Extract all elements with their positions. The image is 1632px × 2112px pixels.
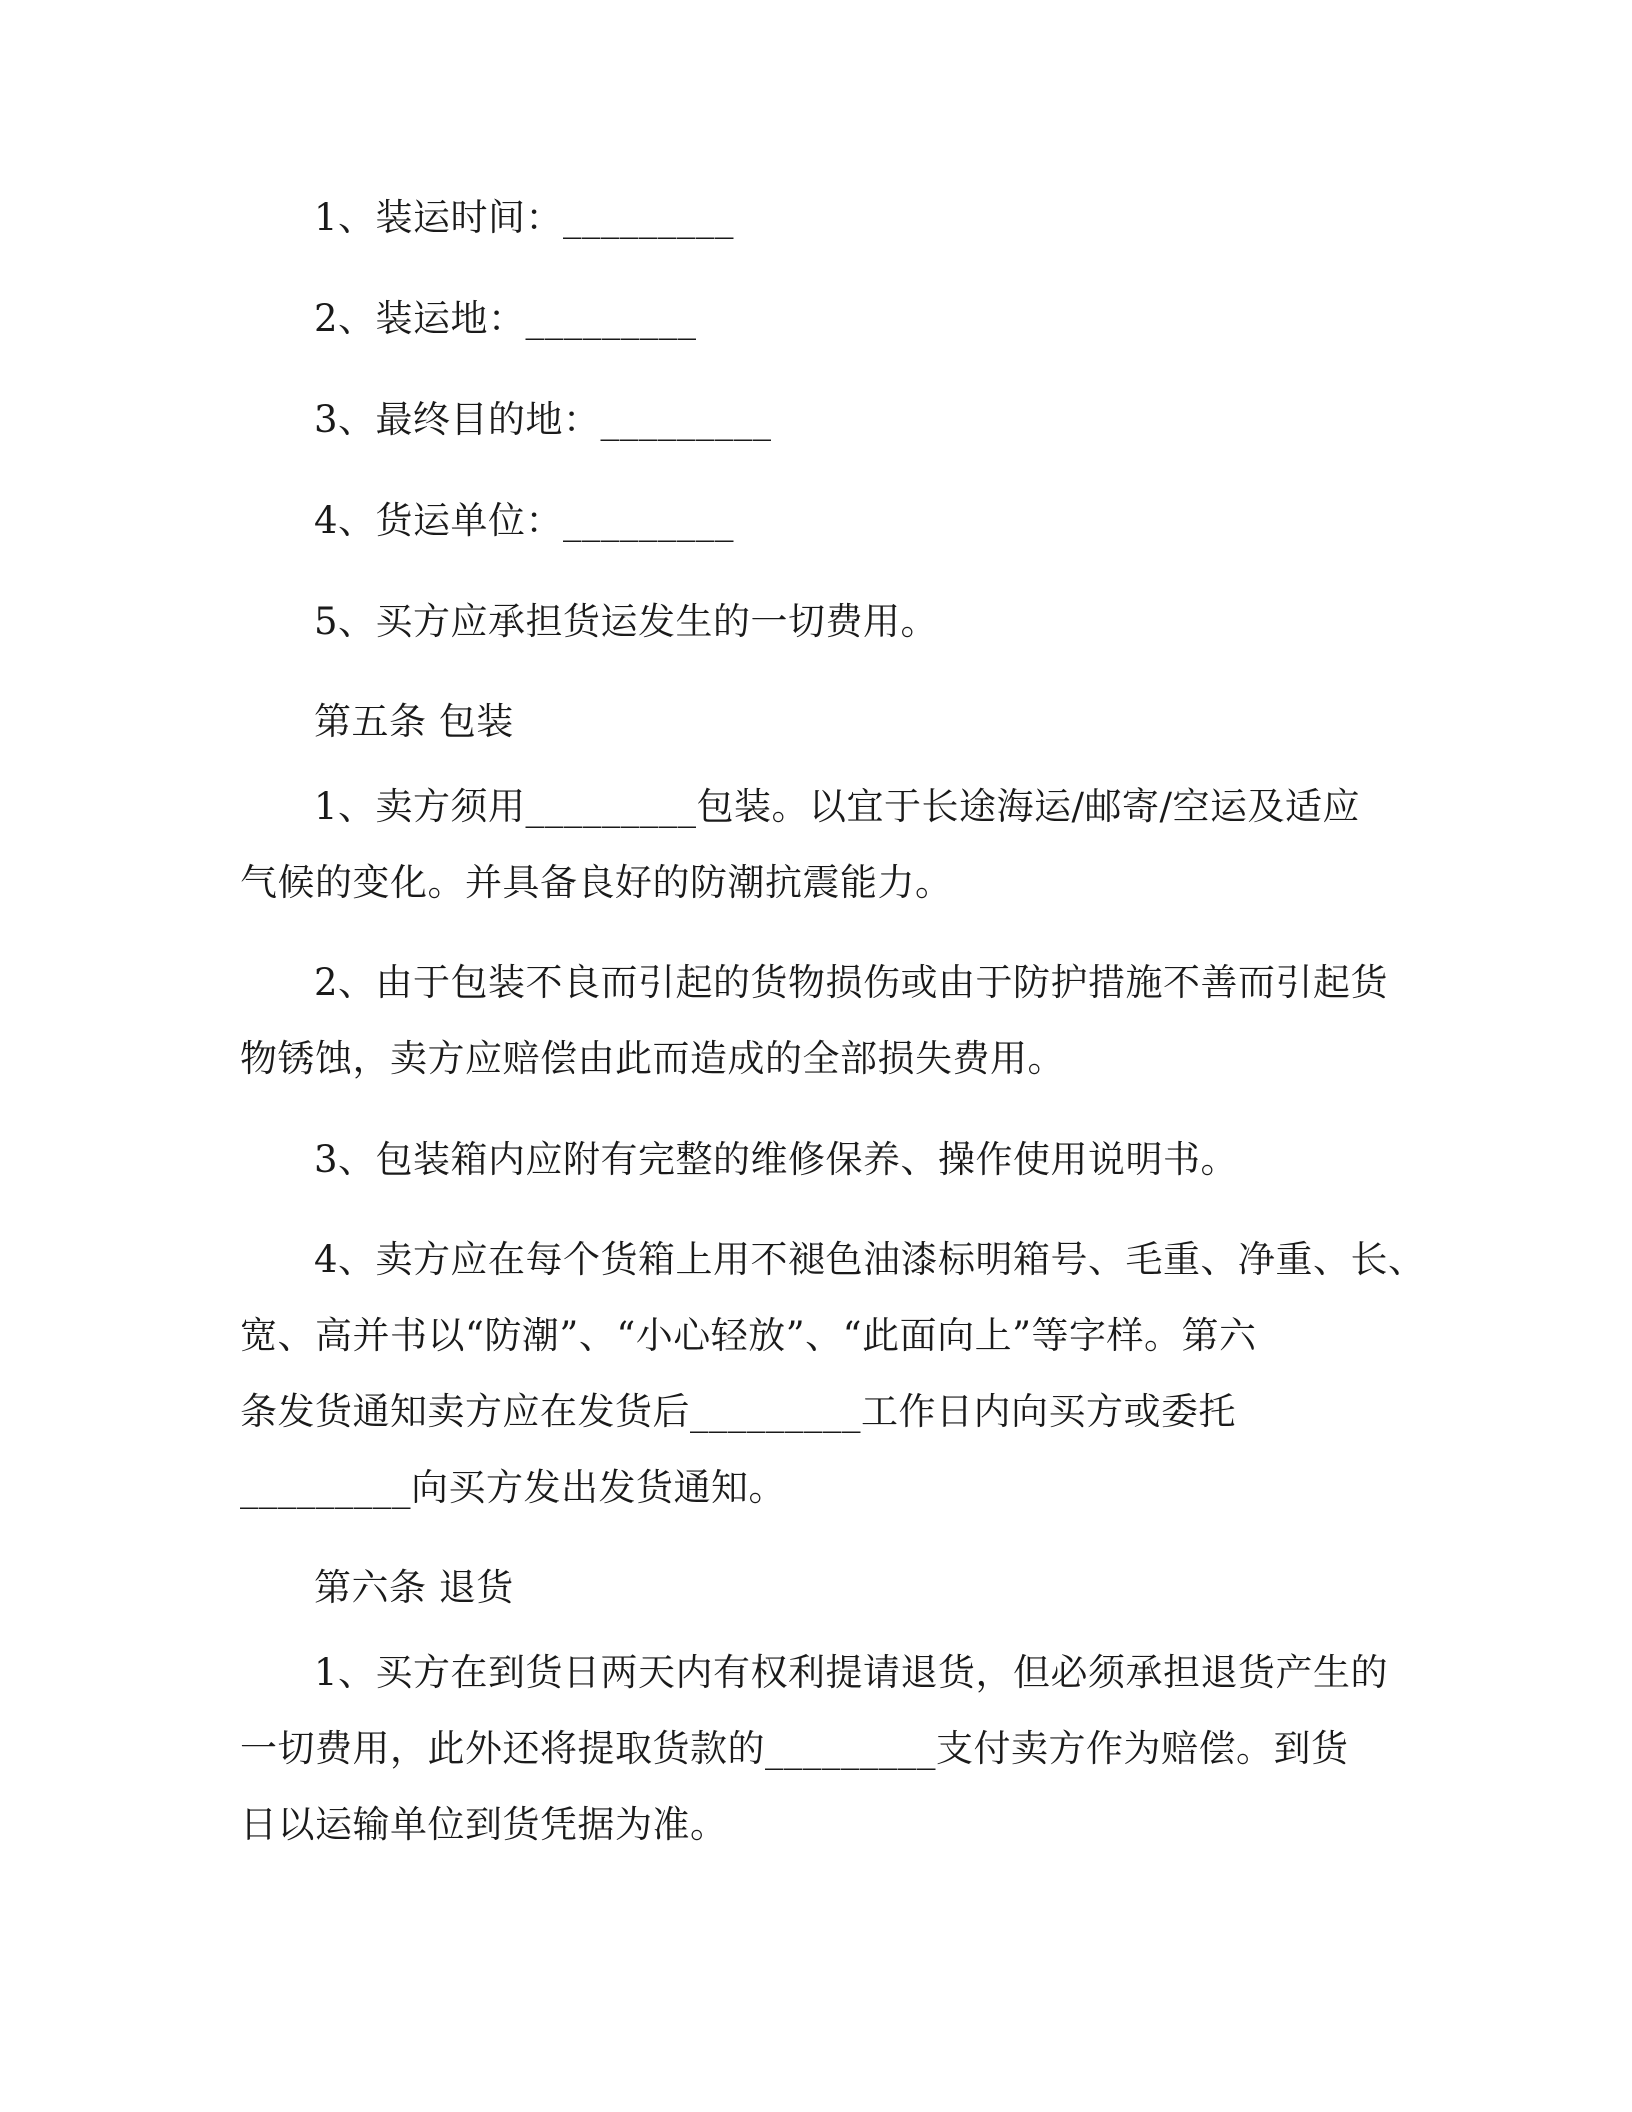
packaging-clause-2-line-1: 2、由于包装不良而引起的货物损伤或由于防护措施不善而引起货 [314,961,1389,1004]
final-destination-line: 3、最终目的地：_________ [314,398,772,441]
shipment-time-line: 1、装运时间：_________ [314,196,735,239]
return-clause-1-line-3: 日以运输单位到货凭据为准。 [240,1803,728,1846]
packaging-clause-3-line: 3、包装箱内应附有完整的维修保养、操作使用说明书。 [314,1138,1239,1181]
packaging-clause-1-line-1: 1、卖方须用_________包装。以宜于长途海运/邮寄/空运及适应 [314,785,1360,828]
packaging-clause-4-line-3: 条发货通知卖方应在发货后_________工作日内向买方或委托 [240,1390,1236,1433]
packaging-clause-4-line-1: 4、卖方应在每个货箱上用不褪色油漆标明箱号、毛重、净重、长、 [314,1238,1426,1281]
shipment-place-line: 2、装运地：_________ [314,297,697,340]
packaging-clause-2-line-2: 物锈蚀，卖方应赔偿由此而造成的全部损失费用。 [240,1037,1065,1080]
packaging-clause-4-line-4: _________向买方发出发货通知。 [240,1466,786,1509]
freight-cost-line: 5、买方应承担货运发生的一切费用。 [314,600,939,643]
article-five-heading: 第五条 包装 [314,700,514,743]
packaging-clause-4-line-2: 宽、高并书以“防潮”、“小心轻放”、“此面向上”等字样。第六 [240,1314,1257,1357]
freight-unit-line: 4、货运单位：_________ [314,499,735,542]
article-six-heading: 第六条 退货 [314,1566,514,1609]
return-clause-1-line-1: 1、买方在到货日两天内有权利提请退货，但必须承担退货产生的 [314,1651,1389,1694]
packaging-clause-1-line-2: 气候的变化。并具备良好的防潮抗震能力。 [240,861,953,904]
return-clause-1-line-2: 一切费用，此外还将提取货款的_________支付卖方作为赔偿。到货 [240,1727,1349,1770]
